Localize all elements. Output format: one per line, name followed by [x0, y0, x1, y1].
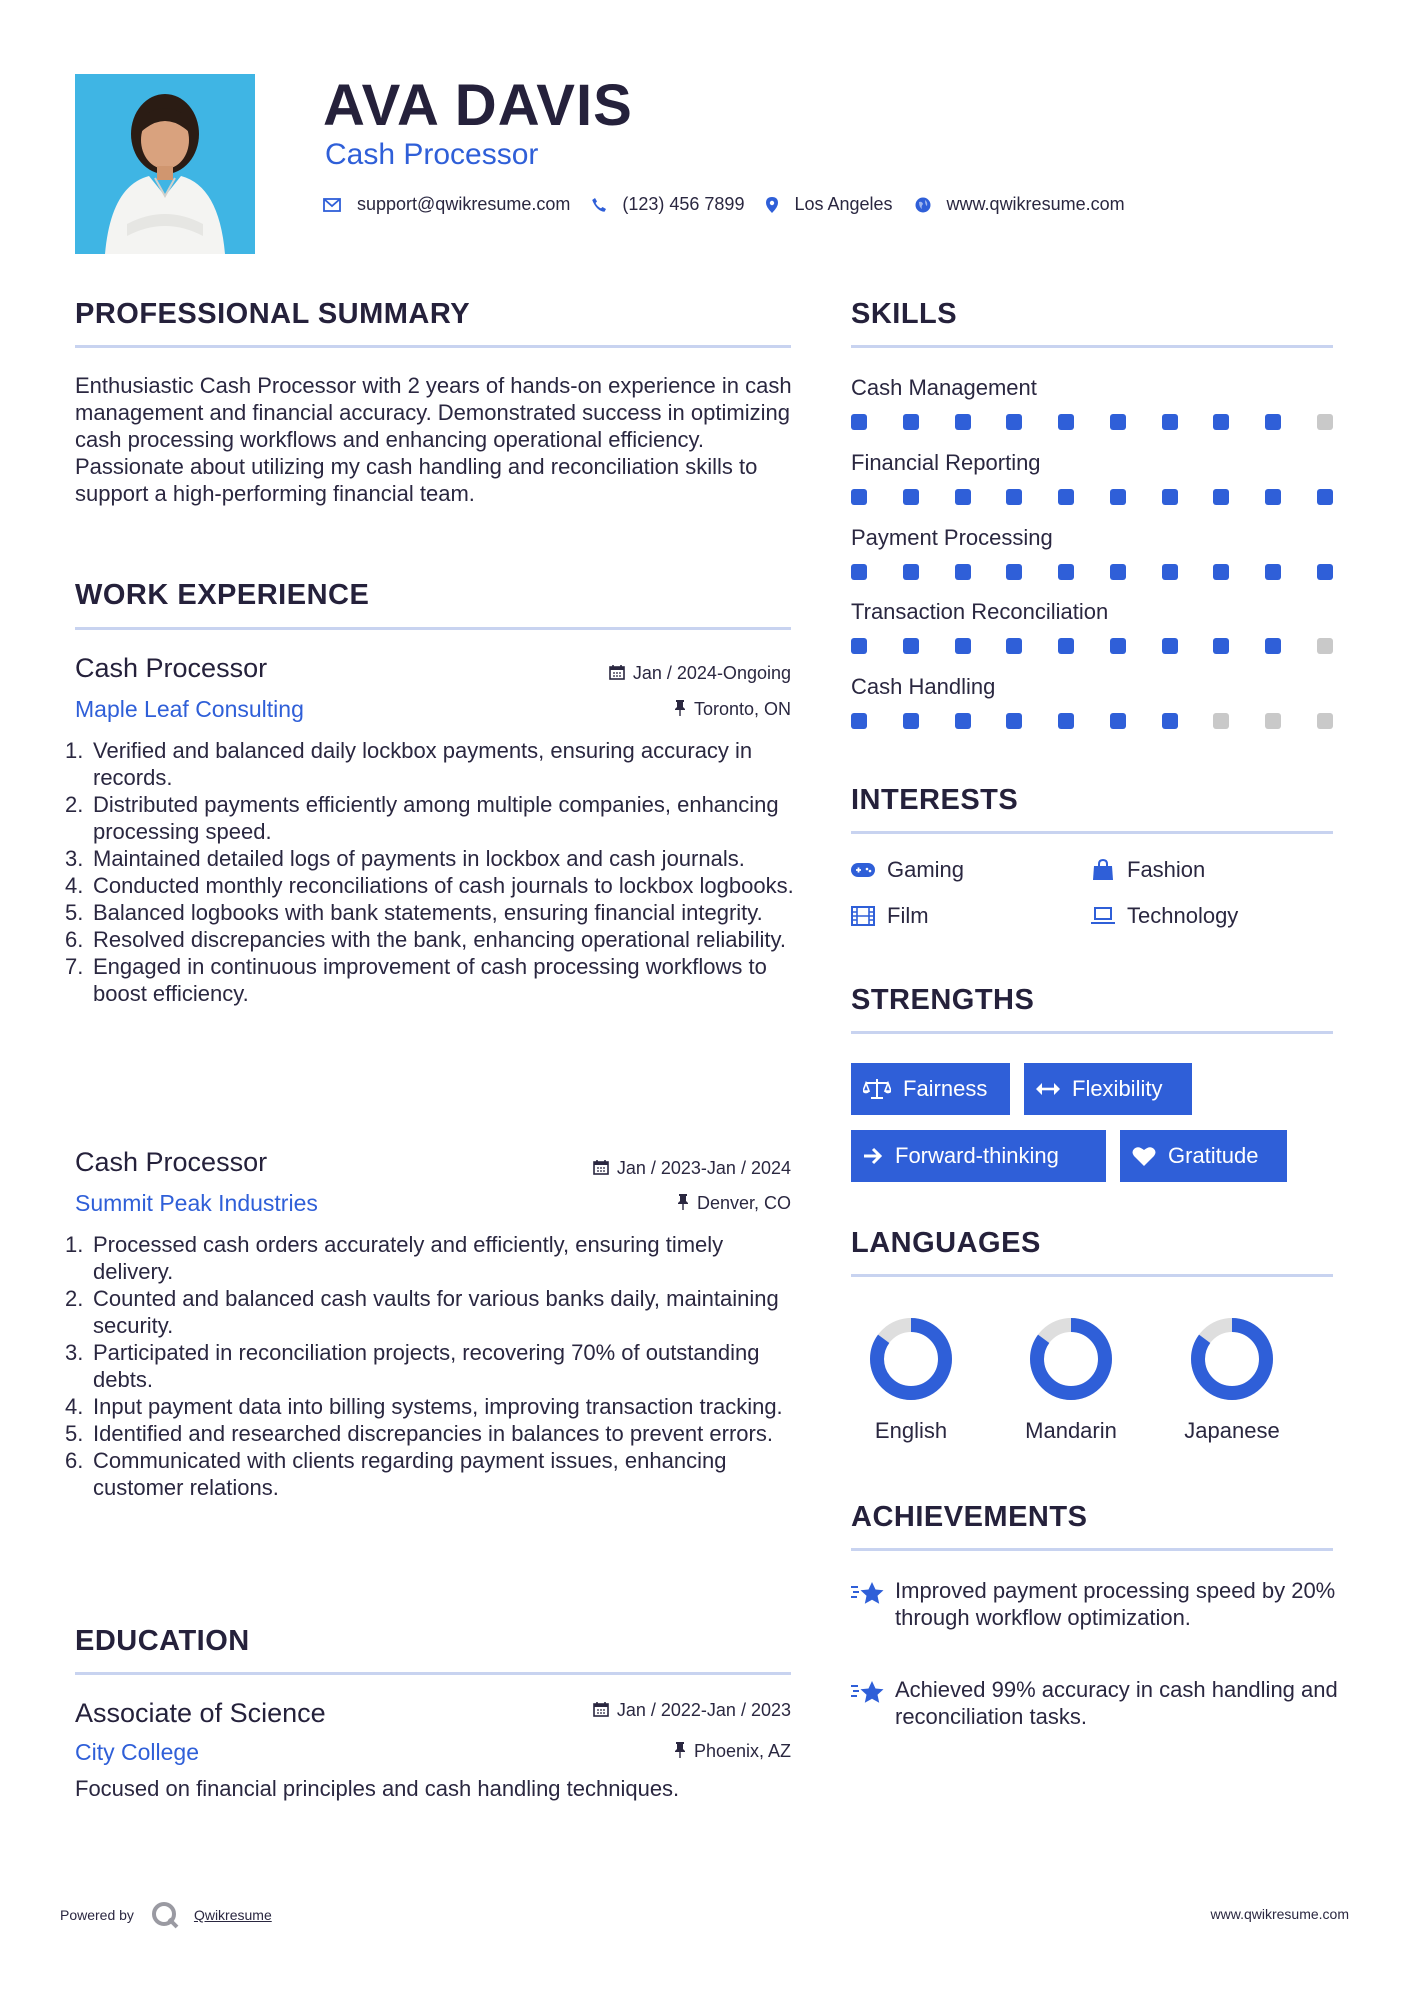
list-item: 4. Conducted monthly reconciliations of cash journals to lockbox logbooks.	[65, 873, 794, 898]
strengths-divider	[851, 1031, 1333, 1034]
skills-heading: SKILLS	[851, 298, 958, 330]
language-mandarin	[996, 1314, 1146, 1444]
language-japanese	[1157, 1314, 1307, 1444]
experience-divider	[75, 627, 791, 630]
skill-name: Financial Reporting	[851, 450, 1041, 475]
summary-text: Enthusiastic Cash Processor with 2 years of hands-on experience in cash management and financial accuracy. Demonstrated success in optimizing cash processing workflows and enhancing operational efficiency. Passionate about utilizing my cash handling and reconciliation skills to support a high-performing financial team.	[75, 373, 792, 506]
job-2-duties	[65, 1231, 805, 1501]
skill-dot-filled	[1162, 414, 1178, 430]
calendar-icon	[593, 1701, 609, 1721]
skill-dot-empty	[1317, 638, 1333, 654]
job-1-location	[674, 699, 791, 720]
skill-dot-filled	[851, 564, 867, 580]
skill-dot-filled	[1006, 414, 1022, 430]
calendar-icon	[593, 1159, 609, 1179]
skill-dot-filled	[1058, 564, 1074, 580]
job-1-dates	[609, 663, 791, 684]
skill-dot-empty	[1317, 713, 1333, 729]
languages-heading: LANGUAGES	[851, 1227, 1041, 1259]
skill-dot-filled	[1058, 638, 1074, 654]
calendar-icon	[609, 664, 625, 684]
job-2-dates	[593, 1158, 791, 1179]
job-2-location	[677, 1193, 791, 1214]
skill-dot-filled	[1006, 638, 1022, 654]
education-degree: Associate of Science	[75, 1698, 326, 1728]
skill-dot-filled	[1317, 564, 1333, 580]
skill-dot-filled	[955, 564, 971, 580]
skill-dot-filled	[1162, 489, 1178, 505]
skill-dot-filled	[1162, 638, 1178, 654]
job-1-title: Cash Processor	[75, 653, 268, 683]
skill-dot-filled	[903, 713, 919, 729]
skill-dot-filled	[955, 638, 971, 654]
job-2-title: Cash Processor	[75, 1147, 268, 1177]
balance-scale-icon	[863, 1078, 891, 1100]
skill-dot-filled	[851, 638, 867, 654]
skill-dot-empty	[1317, 414, 1333, 430]
location-text: Los Angeles	[794, 194, 893, 214]
envelope-icon	[323, 198, 341, 212]
skill-dot-filled	[903, 564, 919, 580]
education-heading: EDUCATION	[75, 1625, 250, 1657]
skill-dot-filled	[1213, 489, 1229, 505]
skill-name: Cash Handling	[851, 674, 996, 699]
contact-website[interactable]	[915, 194, 1125, 215]
language-english	[836, 1314, 986, 1444]
languages-divider	[851, 1274, 1333, 1277]
strength-flexibility: Flexibility	[1024, 1063, 1192, 1115]
footer-powered-by: Powered by Qwikresume	[60, 1900, 272, 1930]
language-label: English	[874, 1418, 948, 1443]
interest-technology: Technology	[1091, 903, 1238, 929]
education-dates	[593, 1700, 791, 1721]
interest-film: Film	[851, 903, 929, 929]
education-location	[674, 1741, 791, 1762]
list-item: 6. Resolved discrepancies with the bank, enhancing operational reliability.	[65, 927, 786, 952]
skill-dot-empty	[1213, 713, 1229, 729]
skill-dot-filled	[1110, 414, 1126, 430]
skill-dot-filled	[955, 713, 971, 729]
contact-location	[766, 194, 892, 215]
list-item: 4. Input payment data into billing systems, improving transaction tracking.	[65, 1394, 783, 1419]
strengths-heading: STRENGTHS	[851, 984, 1035, 1016]
interest-gaming: Gaming	[851, 857, 964, 883]
list-item: 1. Processed cash orders accurately and efficiently, ensuring timely delivery.	[65, 1232, 724, 1284]
skill-dot-filled	[1110, 564, 1126, 580]
summary-heading: PROFESSIONAL SUMMARY	[75, 298, 471, 330]
skill-dot-filled	[1006, 489, 1022, 505]
footer-site[interactable]: www.qwikresume.com	[1210, 1906, 1349, 1922]
skill-dot-filled	[1058, 713, 1074, 729]
skill-dot-filled	[1317, 489, 1333, 505]
skill-dot-filled	[1162, 713, 1178, 729]
skill-dot-filled	[851, 489, 867, 505]
pushpin-icon	[677, 1194, 689, 1214]
skill-dot-filled	[955, 414, 971, 430]
qwikresume-logo-icon	[150, 1900, 180, 1930]
summary-divider	[75, 345, 791, 348]
skill-dot-filled	[1265, 489, 1281, 505]
strength-gratitude: Gratitude	[1120, 1130, 1287, 1182]
profile-photo	[75, 74, 255, 254]
contact-email[interactable]	[323, 194, 570, 215]
portrait-image	[75, 74, 255, 254]
globe-icon	[915, 197, 931, 213]
language-label: Japanese	[1184, 1418, 1280, 1443]
skill-dot-filled	[1213, 638, 1229, 654]
skill-dot-filled	[903, 638, 919, 654]
job-2-company[interactable]: Summit Peak Industries	[75, 1190, 318, 1216]
candidate-name: AVA DAVIS	[323, 73, 633, 138]
phone-icon	[592, 198, 606, 212]
skill-dot-filled	[1265, 638, 1281, 654]
gamepad-icon	[851, 860, 875, 880]
list-item: 1. Verified and balanced daily lockbox payments, ensuring accuracy in records.	[65, 738, 753, 790]
education-school[interactable]: City College	[75, 1739, 199, 1765]
achievement-item: Achieved 99% accuracy in cash handling and reconciliation tasks.	[851, 1676, 1341, 1730]
skill-rating-2	[851, 564, 1333, 582]
list-item: 6. Communicated with clients regarding payment issues, enhancing customer relations.	[65, 1448, 727, 1500]
experience-heading: WORK EXPERIENCE	[75, 579, 370, 611]
list-item: 3. Participated in reconciliation projects, recovering 70% of outstanding debts.	[65, 1340, 760, 1392]
language-ring	[866, 1314, 956, 1404]
footer-brand-link[interactable]: Qwikresume	[193, 1907, 272, 1923]
skill-dot-filled	[1110, 713, 1126, 729]
list-item: 3. Maintained detailed logs of payments in lockbox and cash journals.	[65, 846, 745, 871]
star-badge-icon	[851, 1676, 895, 1730]
strength-forward-thinking: Forward-thinking	[851, 1130, 1106, 1182]
skill-rating-0	[851, 414, 1333, 432]
arrow-right-icon	[863, 1147, 883, 1165]
education-location-text: Phoenix, AZ	[693, 1741, 791, 1761]
skill-rating-4	[851, 713, 1333, 731]
skill-dot-filled	[903, 414, 919, 430]
phone-text: (123) 456 7899	[622, 194, 745, 214]
skill-dot-filled	[1110, 489, 1126, 505]
education-description: Focused on financial principles and cash handling techniques.	[75, 1776, 680, 1801]
skill-dot-filled	[1006, 713, 1022, 729]
achievement-item: Improved payment processing speed by 20% through workflow optimization.	[851, 1577, 1341, 1631]
contact-phone[interactable]	[592, 194, 744, 215]
email-text: support@qwikresume.com	[357, 194, 571, 214]
skill-name: Cash Management	[851, 375, 1037, 400]
job-1-location-text: Toronto, ON	[693, 699, 791, 719]
skill-dot-empty	[1265, 713, 1281, 729]
skill-dot-filled	[1058, 489, 1074, 505]
film-icon	[851, 906, 875, 926]
skill-dot-filled	[1110, 638, 1126, 654]
skill-dot-filled	[1213, 414, 1229, 430]
skill-name: Transaction Reconciliation	[851, 599, 1109, 624]
education-dates-text: Jan / 2022-Jan / 2023	[616, 1700, 791, 1720]
achievements-divider	[851, 1548, 1333, 1551]
skill-dot-filled	[1265, 564, 1281, 580]
laptop-icon	[1091, 906, 1115, 926]
pushpin-icon	[674, 1742, 686, 1762]
heart-icon	[1132, 1146, 1156, 1166]
skill-dot-filled	[1006, 564, 1022, 580]
strength-fairness: Fairness	[851, 1063, 1010, 1115]
skill-dot-filled	[851, 414, 867, 430]
shopping-bag-icon	[1091, 860, 1115, 880]
skill-dot-filled	[1162, 564, 1178, 580]
skill-rating-1	[851, 489, 1333, 507]
map-pin-icon	[766, 197, 778, 213]
skill-name: Payment Processing	[851, 525, 1053, 550]
list-item: 2. Counted and balanced cash vaults for various banks daily, maintaining security.	[65, 1286, 779, 1338]
job-2-location-text: Denver, CO	[696, 1193, 791, 1213]
skills-divider	[851, 345, 1333, 348]
list-item: 2. Distributed payments efficiently among multiple companies, enhancing processing speed.	[65, 792, 779, 844]
skill-dot-filled	[851, 713, 867, 729]
skill-dot-filled	[903, 489, 919, 505]
interest-fashion: Fashion	[1091, 857, 1205, 883]
skill-rating-3	[851, 638, 1333, 656]
language-ring	[1026, 1314, 1116, 1404]
candidate-role: Cash Processor	[325, 138, 539, 171]
interests-divider	[851, 831, 1333, 834]
list-item: 5. Balanced logbooks with bank statements, ensuring financial integrity.	[65, 900, 763, 925]
job-1-duties	[65, 737, 805, 1007]
list-item: 5. Identified and researched discrepancies in balances to prevent errors.	[65, 1421, 773, 1446]
skill-dot-filled	[1265, 414, 1281, 430]
education-divider	[75, 1672, 791, 1675]
arrows-horizontal-icon	[1036, 1082, 1060, 1096]
website-text: www.qwikresume.com	[946, 194, 1125, 214]
language-label: Mandarin	[1025, 1418, 1117, 1443]
job-1-dates-text: Jan / 2024-Ongoing	[632, 663, 791, 683]
contact-bar	[323, 194, 1147, 215]
pushpin-icon	[674, 700, 686, 720]
achievements-heading: ACHIEVEMENTS	[851, 1501, 1088, 1533]
skill-dot-filled	[955, 489, 971, 505]
skill-dot-filled	[1058, 414, 1074, 430]
list-item: 7. Engaged in continuous improvement of cash processing workflows to boost efficiency.	[65, 954, 767, 1006]
language-ring	[1187, 1314, 1277, 1404]
star-badge-icon	[851, 1577, 895, 1631]
skill-dot-filled	[1213, 564, 1229, 580]
job-1-company[interactable]: Maple Leaf Consulting	[75, 696, 304, 722]
job-2-dates-text: Jan / 2023-Jan / 2024	[616, 1158, 791, 1178]
interests-heading: INTERESTS	[851, 784, 1019, 816]
